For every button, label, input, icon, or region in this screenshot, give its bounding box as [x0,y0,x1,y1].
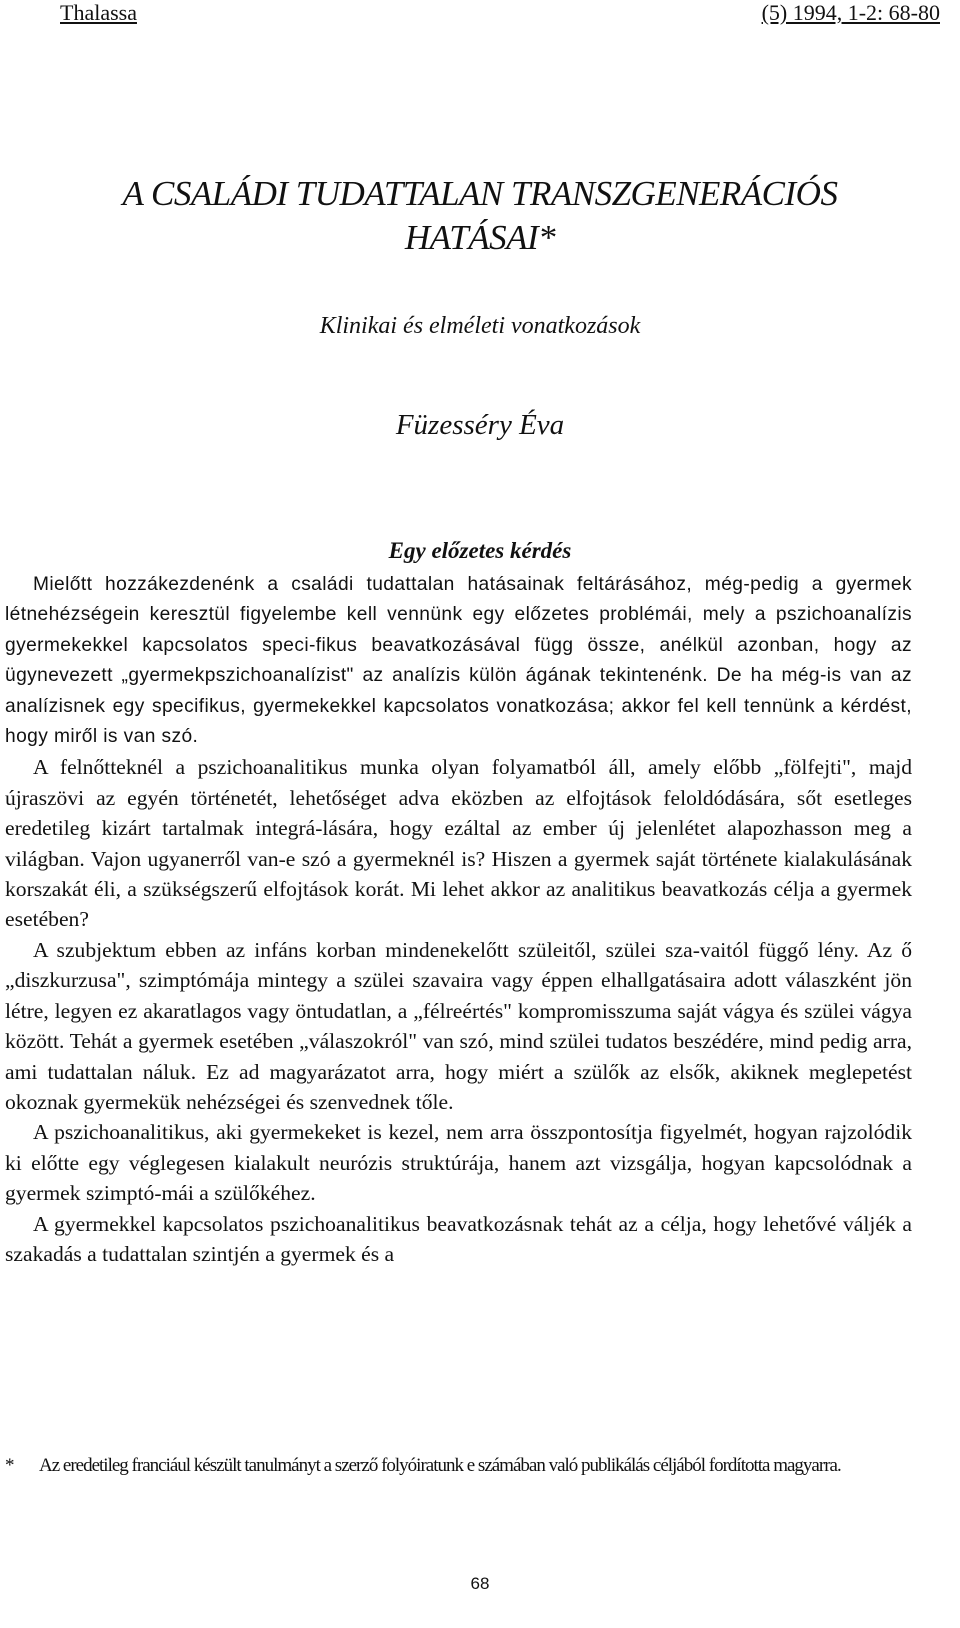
article-subtitle: Klinikai és elméleti vonatkozások [319,313,641,339]
footnote [5,1449,905,1482]
article-author: Füzesséry Éva [395,409,565,441]
journal-name: Thalassa [60,0,137,25]
page-number: 68 [470,1574,490,1593]
article-title-line-2: HATÁSAI* [404,218,556,257]
paragraph: A pszichoanalitikus, aki gyermekeket is kezel, nem arra összpontosítja figyelmét, hogyan rajzolódik ki előtte egy véglegesen kialakult neurózis struktúrája, hanem azt vizsgálja, hogyan kapcsolódnak a gyermek szimptó-mái a szülőkéhez. [5,1120,912,1206]
issue-citation: (5) 1994, 1-2: 68-80 [761,0,940,25]
body-text [5,570,912,1269]
paragraph: A gyermekkel kapcsolatos pszichoanalitikus beavatkozásnak tehát az a célja, hogy lehetővé váljék a szakadás a tudattalan szintjén a gyermek és a [5,1211,912,1266]
article-title [0,172,960,260]
footnote-text: Az eredetileg franciául készült tanulmányt a szerző folyóiratunk e számában való publikálás céljából fordította magyarra. [39,1455,841,1476]
footnote-mark: * [5,1455,15,1476]
running-head [0,0,960,40]
paragraph: A szubjektum ebben az infáns korban mindenekelőtt szüleitől, szülei sza-vaitól függő lény. Az ő „diszkurzusa", szimptómája mintegy a szülei szavaira vagy éppen elhallgatásaira adott válaszként jön létre, legyen ez akaratlagos vagy öntudatlan, a „félreértés" kompromisszuma saját vágya és szülei vágya között. Tehát a gyermek esetében „válaszokról" van szó, mind szülei tudatos beszédére, mind pedig arra, ami tudattalan náluk. Ez ad magyarázatot arra, hogy miért a szülők az elsők, akiknek meglepetést okoznak gyermekük nehézségei és szenvednek tőle. [5,937,912,1114]
article-title-line-1: A CSALÁDI TUDATTALAN TRANSZGENERÁCIÓS [122,174,838,213]
section-heading: Egy előzetes kérdés [388,538,572,563]
paragraph: Mielőtt hozzákezdenénk a családi tudattalan hatásainak feltárásához, még-pedig a gyermek létnehézségein keresztül figyelembe kell vennünk egy előzetes problémái, mely a pszichoanalízis gyermekekkel kapcsolatos speci-fikus beavatkozásával függ össze, anélkül azonban, hogy az ügynevezett „gyermekpszichoanalízist" az analízis külön ágának tekintenénk. De ha még-is van az analízisnek egy specifikus, gyermekekkel kapcsolatos vonatkozása; akkor fel kell tennünk a kérdést, hogy miről is van szó. [5,574,912,748]
paragraph: A felnőtteknél a pszichoanalitikus munka olyan folyamatból áll, amely előbb „fölfejti", majd újraszövi az egyén történetét, lehetőséget adva eközben az elfojtások feloldódására, sőt esetleges eredetileg kizárt tartalmak integrá-lására, hogy ezáltal az ember új jelenlétet alapozhasson meg a világban. Vajon ugyanerről van-e szó a gyermeknél is? Hiszen a gyermek saját története kialakulásának korszakát éli, a szükségszerű elfojtások korát. Mi lehet akkor az analitikus beavatkozás célja a gyermek esetében? [5,755,912,932]
